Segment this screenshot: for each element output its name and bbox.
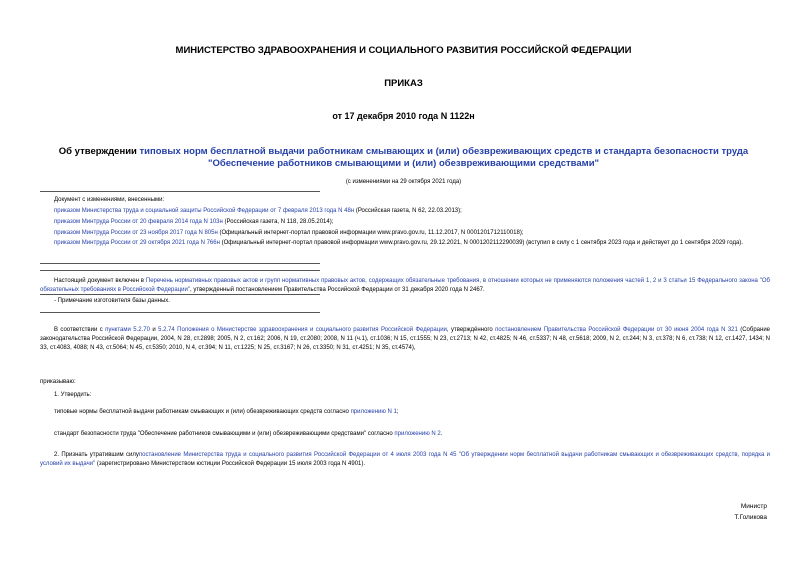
- notice-paragraph: Настоящий документ включен в Перечень нормативных правовых актов и групп нормативных правовых актов, содержащих обязательные требования, в отношении которых не применяются положения частей 1, 2 и 3 статьи 15 Федерального закона "Об обязательных требованиях в Российской Федерации", утвержденный постановлением Правительства Российской Федерации от 31 декабря 2020 года N 2467.: [40, 278, 770, 293]
- repealed-act-link[interactable]: постановление Министерства труда и социального развития Российской Федерации от 4 июля 2003 года N 45 "Об утверждении норм бесплатной выдачи работникам смывающих и обезвреживающих средств, порядка и условий их выдачи": [40, 452, 770, 467]
- amendment-link[interactable]: приказом Министерства труда и социальной защиты Российской Федерации от 7 февраля 2013 года N 48н: [54, 208, 355, 214]
- divider: [40, 270, 320, 271]
- appendix-2-link[interactable]: приложению N 2: [394, 431, 441, 437]
- divider: [40, 191, 320, 192]
- ministry-heading: МИНИСТЕРСТВО ЗДРАВООХРАНЕНИЯ И СОЦИАЛЬНОГО РАЗВИТИЯ РОССИЙСКОЙ ФЕДЕРАЦИИ: [175, 45, 632, 56]
- date-number-heading: от 17 декабря 2010 года N 1122н: [332, 111, 475, 121]
- item-1: 1. Утвердить:: [54, 392, 92, 398]
- title-link[interactable]: типовых норм бесплатной выдачи работникам смывающих и (или) обезвреживающих средств и стандарта безопасности труда "Обеспечение работников смывающими и (или) обезвреживающими средствами": [139, 146, 749, 169]
- order-word: приказываю:: [40, 379, 76, 385]
- preamble-link[interactable]: постановлением Правительства Российской Федерации от 30 июня 2004 года N 321: [495, 327, 738, 333]
- amendment-item: приказом Минтруда России от 23 ноября 2017 года N 805н (Официальный интернет-портал правовой информации www.pravo.gov.ru, 11.12.2017, N 0001201712110018);: [54, 230, 524, 236]
- amendment-link[interactable]: приказом Минтруда России от 23 ноября 2017 года N 805н: [54, 230, 218, 236]
- amendment-item: приказом Минтруда России от 20 февраля 2014 года N 103н (Российская газета, N 118, 28.05.2014);: [54, 219, 334, 225]
- amendments-intro: Документ с изменениями, внесенными:: [54, 197, 165, 203]
- appendix-1-link[interactable]: приложению N 1: [350, 409, 397, 415]
- title-prefix: Об утверждении: [58, 146, 140, 157]
- footnote: - Примечание изготовителя базы данных.: [54, 298, 170, 304]
- divider: [40, 312, 320, 313]
- preamble-link[interactable]: пунктами 5.2.70: [105, 327, 150, 333]
- divider: [40, 294, 320, 295]
- divider: [40, 263, 320, 264]
- amendment-link[interactable]: приказом Минтруда России от 29 октября 2021 года N 766н: [54, 240, 220, 246]
- amendment-link[interactable]: приказом Минтруда России от 20 февраля 2014 года N 103н: [54, 219, 223, 225]
- amendment-item: приказом Минтруда России от 29 октября 2021 года N 766н (Официальный интернет-портал правовой информации www.pravo.gov.ru, 29.12.2021, N 0001202112290039) (вступил в силу с 1 сентября 2023 года и действует до 1 сентября 2029 года).: [54, 240, 743, 246]
- item-1b: стандарт безопасности труда "Обеспечение работников смывающими и (или) обезвреживающими средствами" согласно приложению N 2.: [54, 431, 443, 437]
- item-1a: типовые нормы бесплатной выдачи работникам смывающих и (или) обезвреживающих средств согласно приложению N 1;: [54, 409, 399, 415]
- amendment-item: приказом Министерства труда и социальной защиты Российской Федерации от 7 февраля 2013 года N 48н (Российская газета, N 62, 22.03.2013);: [54, 208, 462, 214]
- item-2: 2. Признать утратившим силупостановление Министерства труда и социального развития Российской Федерации от 4 июля 2003 года N 45 "Об утверждении норм бесплатной выдачи работникам смывающих и обезвреживающих средств, порядка и условий их выдачи" (зарегистрировано Министерством юстиции Российской Федерации 15 июля 2003 года N 4901).: [40, 452, 770, 467]
- preamble-link[interactable]: 5.2.74 Положения о Министерстве здравоохранения и социального развития Российской Федерации: [158, 327, 447, 333]
- doc-type-heading: ПРИКАЗ: [384, 78, 423, 89]
- notice-link[interactable]: Перечень нормативных правовых актов и групп нормативных правовых актов, содержащих обязательные требования, в отношении которых не применяются положения частей 1, 2 и 3 статьи 15 Федерального закона "Об обязательных требованиях в Российской Федерации": [40, 278, 770, 293]
- signature-name: Т.Голикова: [734, 514, 767, 521]
- changes-note: (с изменениями на 29 октября 2021 года): [345, 179, 462, 185]
- preamble-paragraph: В соответствии с пунктами 5.2.70 и 5.2.74 Положения о Министерстве здравоохранения и социального развития Российской Федерации, утверждённого постановлением Правительства Российской Федерации от 30 июня 2004 года N 321 (Собрание законодательства Российской Федерации, 2004, N 28, ст.2898; 2005, N 2, ст.162; 2006, N 19, ст.2080; 2008, N 11 (ч.1), ст.1036; N 15, ст.1555; N 23, ст.2713; N 42, ст.4825; N 46, ст.5337; N 48, ст.5618; 2009, N 2, ст.244; N 3, ст.378; N 6, ст.738; N 12, ст.1427, 1434; N 33, ст.4083, 4088; N 43, ст.5064; N 45, ст.5350; 2010, N 4, ст.394; N 11, ст.1225; N 25, ст.3167; N 26, ст.3350; N 31, ст.4251; N 35, ст.4574),: [40, 327, 771, 351]
- document-title: [40, 146, 767, 170]
- signature-position: Министр: [740, 503, 767, 510]
